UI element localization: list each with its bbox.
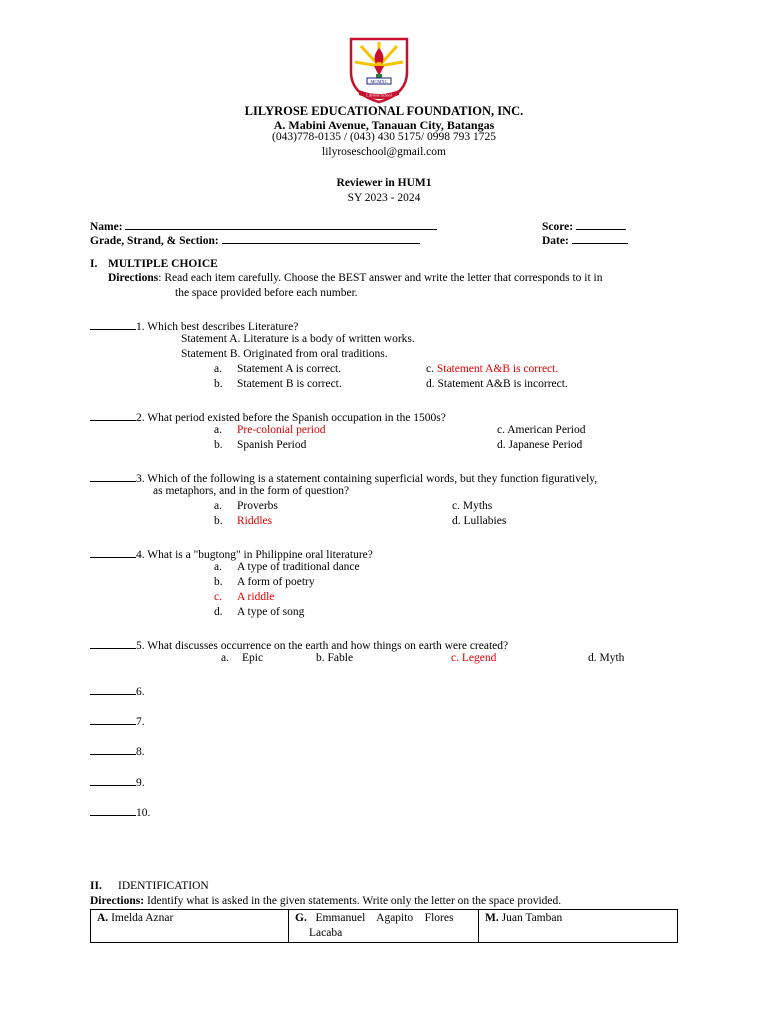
question-4-text: 4. What is a "bugtong" in Philippine oral literature?: [136, 549, 373, 561]
answer-blank-7[interactable]: [90, 713, 136, 725]
question-9-number: 9.: [136, 777, 145, 789]
answer-blank-9[interactable]: [90, 774, 136, 786]
q5-option-b: b. Fable: [316, 652, 354, 664]
school-logo: [347, 36, 411, 104]
document-title: Reviewer in HUM1: [336, 177, 432, 189]
section1-number: I.: [90, 258, 98, 270]
q2-option-a: Pre-colonial period: [237, 424, 326, 436]
q4-option-c: A riddle: [237, 591, 275, 603]
q3-letter-b: b.: [214, 515, 223, 527]
answer-blank-2[interactable]: [90, 409, 136, 421]
answer-blank-1[interactable]: [90, 318, 136, 330]
q1-option-c: [426, 363, 558, 375]
q1-letter-a: a.: [214, 363, 222, 375]
logo-ribbon: Lilyrose School: [366, 92, 392, 98]
school-address: A. Mabini Avenue, Tanauan City, Batangas: [273, 118, 495, 132]
q5-option-d: d. Myth: [588, 652, 625, 664]
q4-letter-a: a.: [214, 561, 222, 573]
question-8-number: 8.: [136, 746, 145, 758]
question-2-text: 2. What period existed before the Spanish occupation in the 1500s?: [136, 412, 446, 424]
table-row: [91, 910, 678, 943]
grade-field[interactable]: Grade, Strand, & Section:: [90, 232, 420, 247]
question-6-number: 6.: [136, 686, 145, 698]
choice-letter: M.: [485, 912, 499, 924]
directions-label: Directions: [108, 272, 159, 284]
q1-option-b: Statement B is correct.: [237, 378, 342, 390]
q1-statement-a: Statement A. Literature is a body of written works.: [181, 333, 415, 345]
section2-title: IDENTIFICATION: [118, 880, 209, 892]
name-label: Name: [90, 221, 119, 233]
q5-option-a: Epic: [242, 652, 264, 664]
question-4: [90, 546, 373, 561]
score-label: Score: [542, 221, 570, 233]
question-10-number: 10.: [136, 807, 151, 819]
answer-blank-3[interactable]: [90, 470, 136, 482]
table-cell: [289, 910, 479, 943]
section2-directions: [90, 895, 561, 907]
question-8: [90, 743, 145, 758]
q1-option-a: Statement A is correct.: [237, 363, 342, 375]
question-6: [90, 683, 145, 698]
table-cell: [479, 910, 678, 943]
answer-blank-4[interactable]: [90, 546, 136, 558]
q1-option-d: d. Statement A&B is incorrect.: [426, 378, 568, 390]
question-5: [90, 637, 508, 652]
choice-letter: G.: [295, 912, 307, 924]
q4-letter-b: b.: [214, 576, 223, 588]
q3-option-c: c. Myths: [452, 500, 493, 512]
school-year: SY 2023 - 2024: [347, 192, 421, 204]
question-3-text-cont: as metaphors, and in the form of question?: [153, 485, 350, 497]
question-9: [90, 774, 145, 789]
date-label: Date: [542, 235, 565, 247]
q5-letter-a: a.: [221, 652, 229, 664]
grade-blank[interactable]: [222, 232, 420, 244]
choice-name: Emmanuel Agapito Flores: [315, 912, 454, 924]
logo-year: MCMXC: [370, 79, 388, 84]
section1-directions-cont: the space provided before each number.: [175, 287, 358, 299]
choice-name: Juan Tamban: [501, 912, 563, 924]
answer-blank-6[interactable]: [90, 683, 136, 695]
choice-name-cont: Lacaba: [309, 927, 343, 939]
question-10: [90, 804, 150, 819]
section2-number: II.: [90, 880, 102, 892]
q4-option-a: A type of traditional dance: [237, 561, 360, 573]
question-7-number: 7.: [136, 716, 145, 728]
name-field[interactable]: Name:: [90, 218, 437, 233]
q1-statement-b: Statement B. Originated from oral traditions.: [181, 348, 388, 360]
section1-title: MULTIPLE CHOICE: [108, 258, 218, 270]
section2-directions-label: Directions:: [90, 895, 145, 907]
section2-directions-text: Identify what is asked in the given statements. Write only the letter on the space provided.: [144, 895, 562, 907]
table-cell: [91, 910, 289, 943]
choice-name: Imelda Aznar: [111, 912, 174, 924]
school-email: lilyroseschool@gmail.com: [322, 146, 446, 158]
q3-option-b: Riddles: [237, 515, 273, 527]
question-1-text: 1. Which best describes Literature?: [136, 321, 299, 333]
score-blank[interactable]: [576, 218, 626, 230]
question-5-text: 5. What discusses occurrence on the earth and how things on earth were created?: [136, 640, 509, 652]
date-field[interactable]: Date:: [542, 232, 628, 247]
q1-letter-c: c.: [426, 363, 434, 375]
score-field[interactable]: Score:: [542, 218, 626, 233]
question-3-text: 3. Which of the following is a statement containing superficial words, but they function figuratively,: [136, 473, 598, 485]
question-7: [90, 713, 145, 728]
section1-directions: [108, 272, 602, 284]
q4-letter-c: c.: [214, 591, 222, 603]
question-2: [90, 409, 446, 424]
q5-option-c: c. Legend: [451, 652, 497, 664]
q4-option-b: A form of poetry: [237, 576, 315, 588]
q2-letter-b: b.: [214, 439, 223, 451]
q1-letter-b: b.: [214, 378, 223, 390]
school-phones: (043)778-0135 / (043) 430 5175/ 0998 793 1725: [272, 131, 496, 143]
question-3: [90, 470, 597, 485]
identification-table: [90, 909, 678, 943]
answer-blank-8[interactable]: [90, 743, 136, 755]
grade-label: Grade, Strand, & Section: [90, 235, 215, 247]
q3-letter-a: a.: [214, 500, 222, 512]
q4-option-d: A type of song: [237, 606, 305, 618]
name-blank[interactable]: [125, 218, 437, 230]
q3-option-d: d. Lullabies: [452, 515, 507, 527]
q3-option-a: Proverbs: [237, 500, 278, 512]
q2-letter-a: a.: [214, 424, 222, 436]
q2-option-b: Spanish Period: [237, 439, 307, 451]
directions-text: : Read each item carefully. Choose the BEST answer and write the letter that corresponds to it in: [158, 272, 603, 284]
question-1: [90, 318, 298, 333]
answer-blank-10[interactable]: [90, 804, 136, 816]
q1-option-c-text: Statement A&B is correct.: [436, 363, 559, 375]
q2-option-d: d. Japanese Period: [497, 439, 583, 451]
school-name: LILYROSE EDUCATIONAL FOUNDATION, INC.: [244, 104, 524, 118]
date-blank[interactable]: [572, 232, 628, 244]
choice-letter: A.: [97, 912, 109, 924]
q4-letter-d: d.: [214, 606, 223, 618]
answer-blank-5[interactable]: [90, 637, 136, 649]
q2-option-c: c. American Period: [497, 424, 586, 436]
